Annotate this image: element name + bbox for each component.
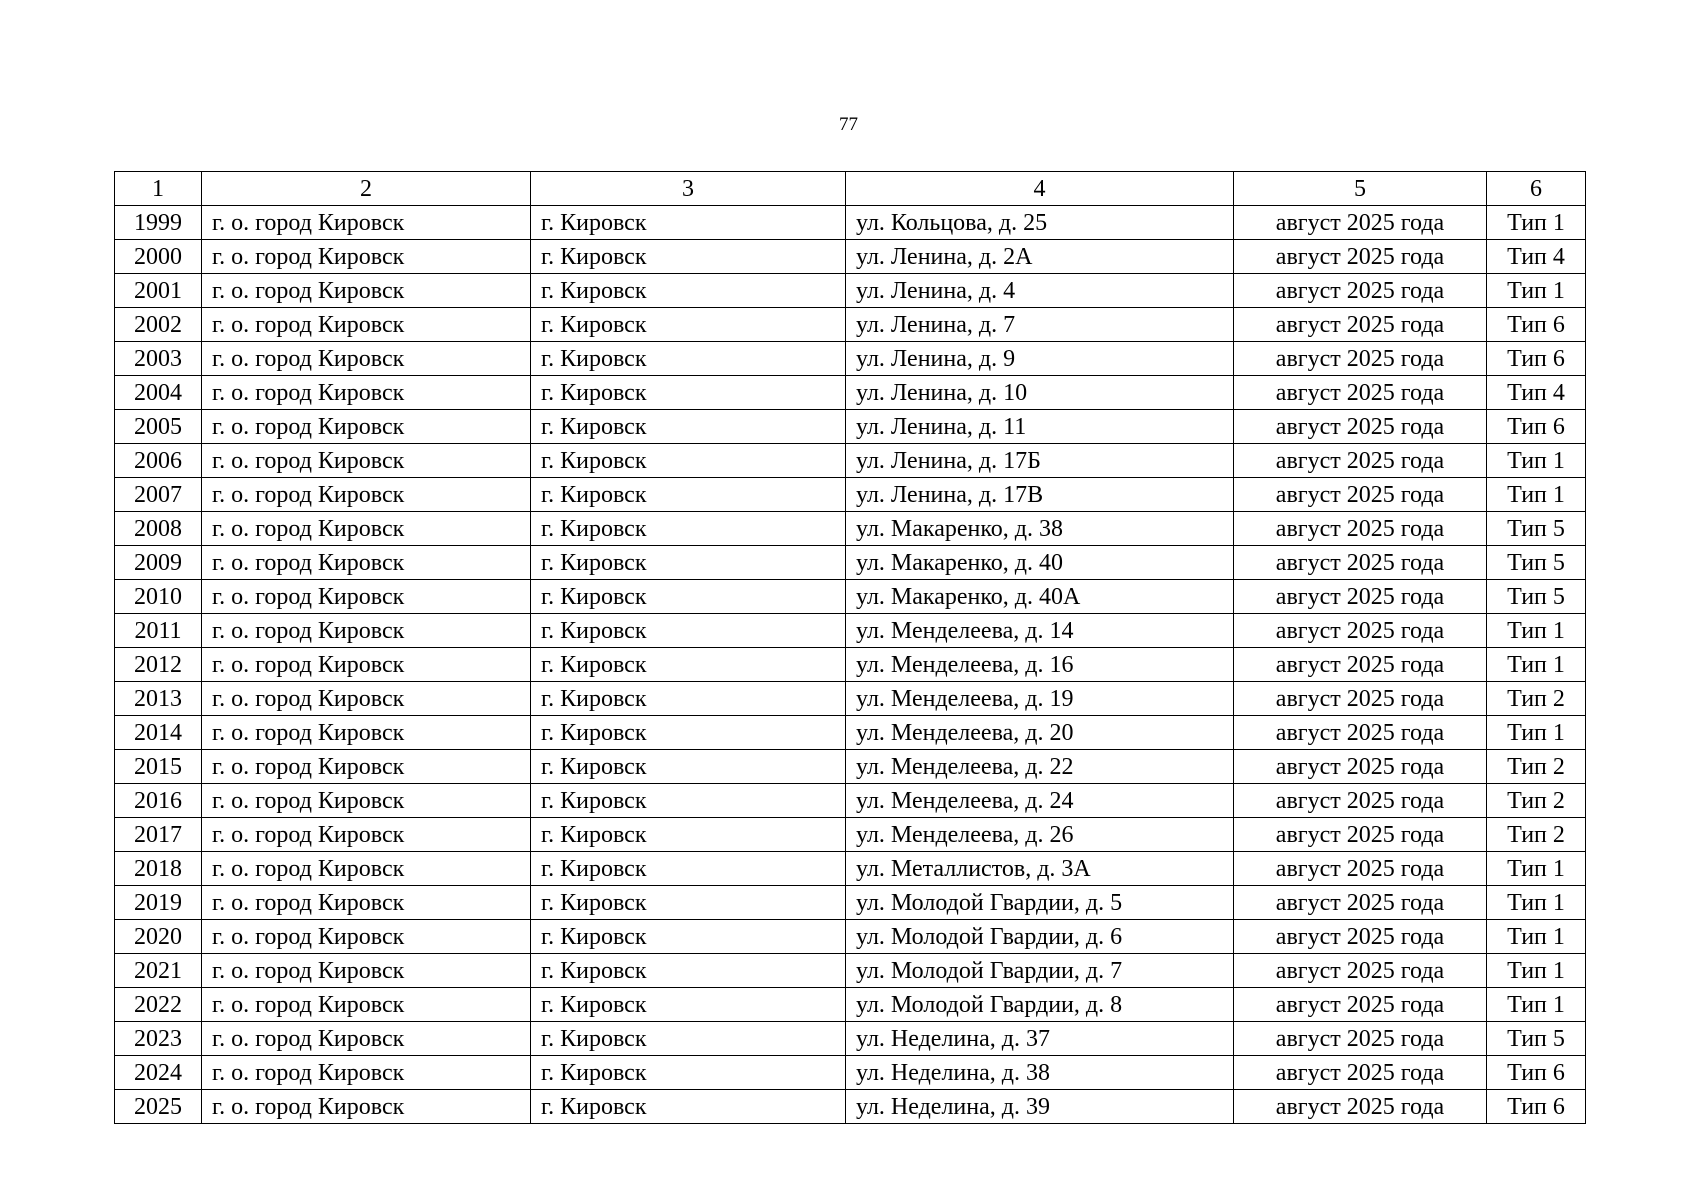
row-number-cell: 2009 [115,546,202,580]
district-cell: г. о. город Кировск [202,410,531,444]
table-row [115,512,1586,546]
row-number-cell: 2015 [115,750,202,784]
district-cell: г. о. город Кировск [202,954,531,988]
address-cell: ул. Ленина, д. 7 [846,308,1234,342]
city-cell: г. Кировск [531,410,846,444]
row-number-cell: 2002 [115,308,202,342]
city-cell: г. Кировск [531,682,846,716]
city-cell: г. Кировск [531,1090,846,1124]
date-cell: август 2025 года [1234,682,1487,716]
table-header-row [115,172,1586,206]
district-cell: г. о. город Кировск [202,512,531,546]
row-number-cell: 2014 [115,716,202,750]
type-cell: Тип 5 [1487,512,1586,546]
date-cell: август 2025 года [1234,308,1487,342]
date-cell: август 2025 года [1234,1090,1487,1124]
address-cell: ул. Макаренко, д. 40 [846,546,1234,580]
date-cell: август 2025 года [1234,648,1487,682]
row-number-cell: 2018 [115,852,202,886]
date-cell: август 2025 года [1234,580,1487,614]
table-row [115,750,1586,784]
date-cell: август 2025 года [1234,886,1487,920]
address-cell: ул. Менделеева, д. 14 [846,614,1234,648]
table-row [115,818,1586,852]
row-number-cell: 2001 [115,274,202,308]
row-number-cell: 2006 [115,444,202,478]
row-number-cell: 2010 [115,580,202,614]
district-cell: г. о. город Кировск [202,546,531,580]
row-number-cell: 2013 [115,682,202,716]
address-cell: ул. Макаренко, д. 40А [846,580,1234,614]
table-row [115,240,1586,274]
table-row [115,1056,1586,1090]
address-cell: ул. Молодой Гвардии, д. 8 [846,988,1234,1022]
date-cell: август 2025 года [1234,1056,1487,1090]
table-row [115,580,1586,614]
type-cell: Тип 4 [1487,376,1586,410]
district-cell: г. о. город Кировск [202,376,531,410]
type-cell: Тип 1 [1487,716,1586,750]
date-cell: август 2025 года [1234,444,1487,478]
date-cell: август 2025 года [1234,852,1487,886]
date-cell: август 2025 года [1234,478,1487,512]
type-cell: Тип 5 [1487,546,1586,580]
row-number-cell: 2005 [115,410,202,444]
city-cell: г. Кировск [531,784,846,818]
district-cell: г. о. город Кировск [202,580,531,614]
table-row [115,920,1586,954]
date-cell: август 2025 года [1234,546,1487,580]
district-cell: г. о. город Кировск [202,818,531,852]
row-number-cell: 2023 [115,1022,202,1056]
row-number-cell: 2004 [115,376,202,410]
date-cell: август 2025 года [1234,512,1487,546]
table-row [115,682,1586,716]
city-cell: г. Кировск [531,954,846,988]
type-cell: Тип 1 [1487,206,1586,240]
date-cell: август 2025 года [1234,1022,1487,1056]
city-cell: г. Кировск [531,546,846,580]
table-row [115,1090,1586,1124]
type-cell: Тип 4 [1487,240,1586,274]
type-cell: Тип 2 [1487,784,1586,818]
city-cell: г. Кировск [531,512,846,546]
row-number-cell: 2024 [115,1056,202,1090]
row-number-cell: 2019 [115,886,202,920]
type-cell: Тип 6 [1487,308,1586,342]
row-number-cell: 2016 [115,784,202,818]
address-cell: ул. Макаренко, д. 38 [846,512,1234,546]
register-table-body [115,172,1586,1124]
column-header: 2 [202,172,531,206]
city-cell: г. Кировск [531,342,846,376]
row-number-cell: 2020 [115,920,202,954]
district-cell: г. о. город Кировск [202,308,531,342]
city-cell: г. Кировск [531,750,846,784]
row-number-cell: 1999 [115,206,202,240]
address-cell: ул. Менделеева, д. 16 [846,648,1234,682]
type-cell: Тип 1 [1487,920,1586,954]
date-cell: август 2025 года [1234,410,1487,444]
type-cell: Тип 6 [1487,1056,1586,1090]
row-number-cell: 2021 [115,954,202,988]
type-cell: Тип 2 [1487,818,1586,852]
address-cell: ул. Ленина, д. 2А [846,240,1234,274]
city-cell: г. Кировск [531,308,846,342]
district-cell: г. о. город Кировск [202,988,531,1022]
type-cell: Тип 2 [1487,682,1586,716]
column-header: 6 [1487,172,1586,206]
type-cell: Тип 1 [1487,444,1586,478]
city-cell: г. Кировск [531,886,846,920]
type-cell: Тип 1 [1487,954,1586,988]
date-cell: август 2025 года [1234,376,1487,410]
row-number-cell: 2012 [115,648,202,682]
row-number-cell: 2022 [115,988,202,1022]
address-cell: ул. Ленина, д. 17Б [846,444,1234,478]
address-cell: ул. Молодой Гвардии, д. 5 [846,886,1234,920]
city-cell: г. Кировск [531,716,846,750]
column-header: 5 [1234,172,1487,206]
city-cell: г. Кировск [531,852,846,886]
district-cell: г. о. город Кировск [202,784,531,818]
district-cell: г. о. город Кировск [202,614,531,648]
address-cell: ул. Ленина, д. 11 [846,410,1234,444]
city-cell: г. Кировск [531,444,846,478]
district-cell: г. о. город Кировск [202,920,531,954]
address-cell: ул. Ленина, д. 4 [846,274,1234,308]
address-cell: ул. Неделина, д. 38 [846,1056,1234,1090]
date-cell: август 2025 года [1234,240,1487,274]
row-number-cell: 2000 [115,240,202,274]
table-row [115,308,1586,342]
district-cell: г. о. город Кировск [202,1022,531,1056]
table-row [115,444,1586,478]
date-cell: август 2025 года [1234,988,1487,1022]
page-number: 77 [839,114,858,135]
district-cell: г. о. город Кировск [202,342,531,376]
table-row [115,376,1586,410]
type-cell: Тип 6 [1487,410,1586,444]
district-cell: г. о. город Кировск [202,478,531,512]
address-cell: ул. Менделеева, д. 19 [846,682,1234,716]
district-cell: г. о. город Кировск [202,206,531,240]
address-cell: ул. Ленина, д. 17В [846,478,1234,512]
table-row [115,614,1586,648]
table-row [115,342,1586,376]
column-header: 3 [531,172,846,206]
table-row [115,852,1586,886]
city-cell: г. Кировск [531,648,846,682]
row-number-cell: 2011 [115,614,202,648]
address-cell: ул. Менделеева, д. 24 [846,784,1234,818]
city-cell: г. Кировск [531,614,846,648]
district-cell: г. о. город Кировск [202,1090,531,1124]
date-cell: август 2025 года [1234,342,1487,376]
table-row [115,546,1586,580]
column-header: 4 [846,172,1234,206]
city-cell: г. Кировск [531,376,846,410]
district-cell: г. о. город Кировск [202,682,531,716]
city-cell: г. Кировск [531,920,846,954]
district-cell: г. о. город Кировск [202,886,531,920]
column-header: 1 [115,172,202,206]
address-cell: ул. Менделеева, д. 22 [846,750,1234,784]
table-row [115,716,1586,750]
type-cell: Тип 5 [1487,580,1586,614]
type-cell: Тип 1 [1487,274,1586,308]
address-cell: ул. Молодой Гвардии, д. 6 [846,920,1234,954]
address-cell: ул. Неделина, д. 37 [846,1022,1234,1056]
date-cell: август 2025 года [1234,716,1487,750]
city-cell: г. Кировск [531,1056,846,1090]
address-cell: ул. Неделина, д. 39 [846,1090,1234,1124]
table-row [115,410,1586,444]
table-row [115,478,1586,512]
table-row [115,784,1586,818]
table-row [115,1022,1586,1056]
district-cell: г. о. город Кировск [202,274,531,308]
type-cell: Тип 1 [1487,648,1586,682]
table-row [115,988,1586,1022]
date-cell: август 2025 года [1234,920,1487,954]
address-cell: ул. Менделеева, д. 26 [846,818,1234,852]
address-cell: ул. Молодой Гвардии, д. 7 [846,954,1234,988]
district-cell: г. о. город Кировск [202,648,531,682]
row-number-cell: 2003 [115,342,202,376]
type-cell: Тип 1 [1487,852,1586,886]
row-number-cell: 2008 [115,512,202,546]
city-cell: г. Кировск [531,206,846,240]
date-cell: август 2025 года [1234,750,1487,784]
table-row [115,274,1586,308]
type-cell: Тип 6 [1487,342,1586,376]
city-cell: г. Кировск [531,818,846,852]
address-cell: ул. Ленина, д. 10 [846,376,1234,410]
type-cell: Тип 1 [1487,478,1586,512]
district-cell: г. о. город Кировск [202,852,531,886]
type-cell: Тип 6 [1487,1090,1586,1124]
date-cell: август 2025 года [1234,818,1487,852]
city-cell: г. Кировск [531,988,846,1022]
address-cell: ул. Кольцова, д. 25 [846,206,1234,240]
row-number-cell: 2017 [115,818,202,852]
type-cell: Тип 1 [1487,614,1586,648]
address-cell: ул. Металлистов, д. 3А [846,852,1234,886]
type-cell: Тип 1 [1487,886,1586,920]
city-cell: г. Кировск [531,478,846,512]
city-cell: г. Кировск [531,240,846,274]
date-cell: август 2025 года [1234,614,1487,648]
table-row [115,886,1586,920]
table-row [115,954,1586,988]
table-row [115,206,1586,240]
table-row [115,648,1586,682]
district-cell: г. о. город Кировск [202,240,531,274]
register-table [114,171,1586,1124]
district-cell: г. о. город Кировск [202,716,531,750]
date-cell: август 2025 года [1234,206,1487,240]
type-cell: Тип 2 [1487,750,1586,784]
row-number-cell: 2025 [115,1090,202,1124]
date-cell: август 2025 года [1234,784,1487,818]
district-cell: г. о. город Кировск [202,1056,531,1090]
date-cell: август 2025 года [1234,274,1487,308]
district-cell: г. о. город Кировск [202,444,531,478]
address-cell: ул. Ленина, д. 9 [846,342,1234,376]
city-cell: г. Кировск [531,580,846,614]
type-cell: Тип 1 [1487,988,1586,1022]
type-cell: Тип 5 [1487,1022,1586,1056]
date-cell: август 2025 года [1234,954,1487,988]
city-cell: г. Кировск [531,274,846,308]
row-number-cell: 2007 [115,478,202,512]
address-cell: ул. Менделеева, д. 20 [846,716,1234,750]
district-cell: г. о. город Кировск [202,750,531,784]
city-cell: г. Кировск [531,1022,846,1056]
